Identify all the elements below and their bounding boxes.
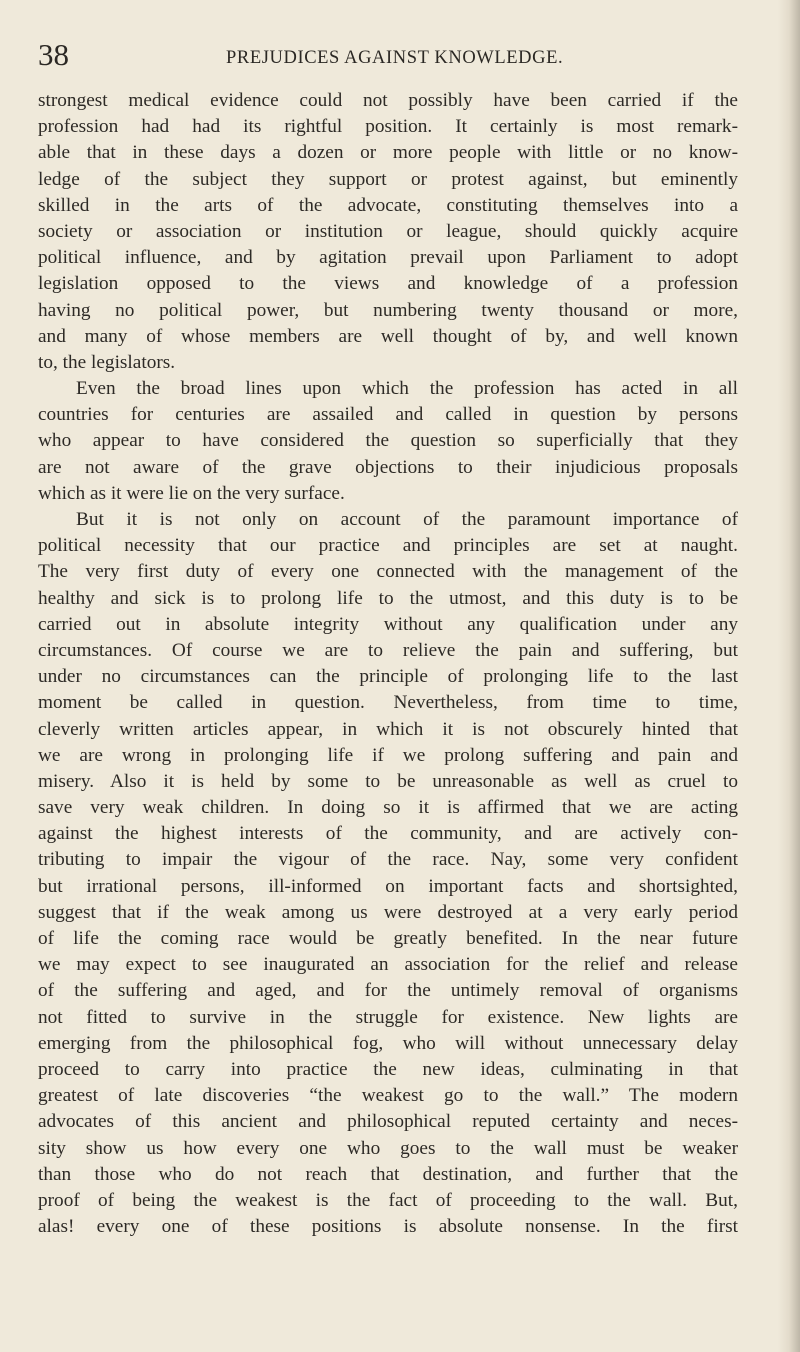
text-line: society or association or institution or league, should quickly acquire (38, 220, 738, 242)
text-line: healthy and sick is to prolong life to the utmost, and this duty is to be (38, 587, 738, 609)
text-line: save very weak children. In doing so it is affirmed that we are acting (38, 797, 738, 819)
page-edge-shadow (778, 0, 800, 1352)
text-line: of life the coming race would be greatly benefited. In the near future (38, 928, 738, 949)
text-line: emerging from the philosophical fog, who will without unnecessary delay (38, 1032, 738, 1054)
text-line: we may expect to see inaugurated an association for the relief and release (38, 954, 738, 976)
text-line: moment be called in question. Nevertheless, from time to time, (38, 692, 738, 714)
text-line: sity show us how every one who goes to the wall must be weaker (38, 1137, 738, 1159)
text-line: suggest that if the weak among us were destroyed at a very early period (38, 901, 738, 923)
text-line: carried out in absolute integrity without any qualification under any (38, 613, 738, 635)
text-line: political influence, and by agitation prevail upon Parliament to adopt (38, 247, 738, 269)
text-line: of the suffering and aged, and for the untimely removal of organisms (38, 980, 738, 1002)
text-line: misery. Also it is held by some to be unreasonable as well as cruel to (38, 770, 738, 792)
text-line: and many of whose members are well thought of by, and well known (38, 325, 738, 347)
text-line: legislation opposed to the views and knowledge of a profession (38, 273, 738, 295)
page-number: 38 (38, 37, 69, 72)
text-line: strongest medical evidence could not possibly have been carried if the (38, 90, 738, 111)
text-line: countries for centuries are assailed and called in question by persons (38, 404, 738, 426)
text-line: alas! every one of these positions is absolute nonsense. In the first (38, 1216, 738, 1238)
text-line: but irrational persons, ill-informed on important facts and shortsighted, (38, 875, 738, 897)
text-line: ledge of the subject they support or protest against, but eminently (38, 168, 738, 190)
text-line: we are wrong in prolonging life if we prolong suffering and pain and (38, 744, 738, 766)
text-line: under no circumstances can the principle of prolonging life to the last (38, 666, 738, 688)
text-line: tributing to impair the vigour of the race. Nay, some very confident (38, 849, 738, 871)
text-line: having no political power, but numbering twenty thousand or more, (38, 299, 738, 321)
text-line: to, the legislators. (38, 351, 176, 373)
running-header (38, 38, 738, 72)
text-line: able that in these days a dozen or more people with little or no know- (38, 142, 738, 164)
text-line: political necessity that our practice and principles are set at naught. (38, 535, 738, 557)
text-line: proof of being the weakest is the fact of proceeding to the wall. But, (38, 1189, 738, 1211)
text-line: proceed to carry into practice the new ideas, culminating in that (38, 1058, 738, 1080)
text-line: cleverly written articles appear, in which it is not obscurely hinted that (38, 718, 738, 740)
text-line: who appear to have considered the question so superficially that they (38, 430, 738, 452)
text-line: not fitted to survive in the struggle for existence. New lights are (38, 1006, 738, 1028)
body-text (38, 88, 738, 1240)
text-line: profession had had its rightful position. It certainly is most remark- (38, 116, 738, 138)
text-line: Even the broad lines upon which the profession has acted in all (76, 378, 738, 400)
text-line: circumstances. Of course we are to relieve the pain and suffering, but (38, 639, 738, 661)
running-title: PREJUDICES AGAINST KNOWLEDGE. (226, 48, 564, 68)
text-line: But it is not only on account of the paramount importance of (76, 509, 738, 530)
text-line: against the highest interests of the community, and are actively con- (38, 823, 738, 845)
text-line: skilled in the arts of the advocate, constituting themselves into a (38, 194, 738, 216)
text-line: than those who do not reach that destination, and further that the (38, 1163, 738, 1185)
text-line: greatest of late discoveries “the weakest go to the wall.” The modern (38, 1085, 738, 1107)
text-line: which as it were lie on the very surface. (38, 482, 345, 504)
text-line: are not aware of the grave objections to their injudicious proposals (38, 456, 738, 478)
text-line: The very first duty of every one connected with the management of the (38, 561, 738, 583)
text-line: advocates of this ancient and philosophical reputed certainty and neces- (38, 1111, 738, 1133)
